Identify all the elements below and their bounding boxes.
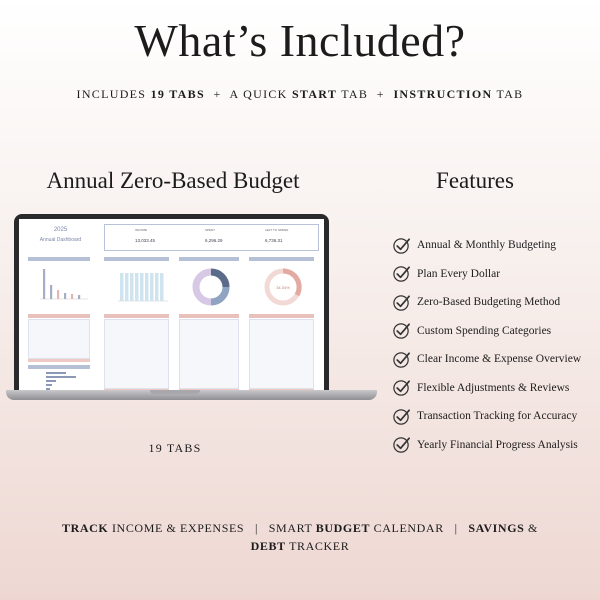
section-header-bar [179,257,239,261]
feature-item [392,345,597,374]
kpi-value: 6,296.29 [205,238,223,243]
section-header-bar [28,257,90,261]
footer-text-2: CALENDAR | [370,521,469,535]
mini-income-chart [104,263,169,308]
subtitle-text-4: TAB [492,87,524,101]
feature-item [392,317,597,346]
feature-item [392,402,597,431]
section-header-bar [249,257,314,261]
table-panel [28,319,90,359]
subtitle-text-1: INCLUDES [76,87,151,101]
check-circle-icon [392,407,411,426]
dashboard-year: 2025 [53,227,68,233]
kpi-value: 13,033.45 [135,238,156,243]
donut-center-label: 34.34% [276,285,290,290]
table-header-bar [28,314,90,318]
footer-bold-2: BUDGET [315,521,371,535]
mini-bar-chart [28,263,90,308]
subtitle-bold-3: INSTRUCTION [393,87,493,101]
table-panel [104,319,169,389]
kpi-panel [104,224,319,251]
dashboard-name: Annual Dashboard [39,237,82,243]
laptop-screen [14,214,329,395]
kpi-income [135,228,195,243]
check-circle-icon [392,293,411,312]
page-title: What’s Included? [134,15,466,66]
included-tabs-subtitle [0,87,600,102]
footer-bold-3: SAVINGS [468,521,525,535]
feature-label: Custom Spending Categories [417,324,552,337]
feature-label: Flexible Adjustments & Reviews [417,381,570,394]
subtitle-bold-1: 19 TABS [150,87,205,101]
footer-bold-1: TRACK [62,521,109,535]
subtitle-text-2: + A QUICK [204,87,292,101]
check-circle-icon [392,236,411,255]
feature-item [392,374,597,403]
check-circle-icon [392,321,411,340]
kpi-value: 6,736.31 [265,238,283,243]
table-panel [249,319,314,389]
feature-item [392,288,597,317]
check-circle-icon [392,350,411,369]
footer-text-1: INCOME & EXPENSES | SMART [108,521,316,535]
kpi-label: INCOME [135,228,147,232]
kpi-label: LEFT TO SPEND [265,228,289,232]
check-circle-icon [392,378,411,397]
product-heading: Annual Zero-Based Budget [46,168,300,193]
table-header-bar [179,314,239,318]
subtitle-text-3: TAB + [337,87,394,101]
section-header-bar [28,365,90,369]
features-heading: Features [436,168,514,193]
footer-tagline [40,519,560,555]
section-header-bar [104,257,169,261]
feature-label: Transaction Tracking for Accuracy [417,410,578,423]
dashboard-preview [19,219,324,395]
dashboard-header [23,223,98,253]
table-total-row [28,359,90,362]
tabs-count-label: 19 TABS [148,441,202,455]
feature-label: Yearly Financial Progress Analysis [417,438,578,451]
check-circle-icon [392,435,411,454]
footer-text-4: TRACKER [285,539,350,553]
feature-label: Plan Every Dollar [417,267,501,280]
check-circle-icon [392,264,411,283]
feature-item [392,231,597,260]
feature-label: Annual & Monthly Budgeting [417,239,556,252]
laptop-notch [150,390,200,394]
mini-donut-chart [187,263,235,311]
footer-text-3: & [524,521,538,535]
feature-item [392,431,597,460]
kpi-left-to-spend [265,228,324,243]
feature-label: Clear Income & Expense Overview [417,353,582,366]
features-list [392,231,597,459]
feature-item [392,260,597,289]
table-panel [179,319,239,389]
table-header-bar [104,314,169,318]
kpi-label: SPENT [205,228,216,232]
kpi-spent [205,228,265,243]
feature-label: Zero-Based Budgeting Method [417,296,561,309]
footer-bold-4: DEBT [250,539,286,553]
subtitle-bold-2: START [291,87,338,101]
table-header-bar [249,314,314,318]
